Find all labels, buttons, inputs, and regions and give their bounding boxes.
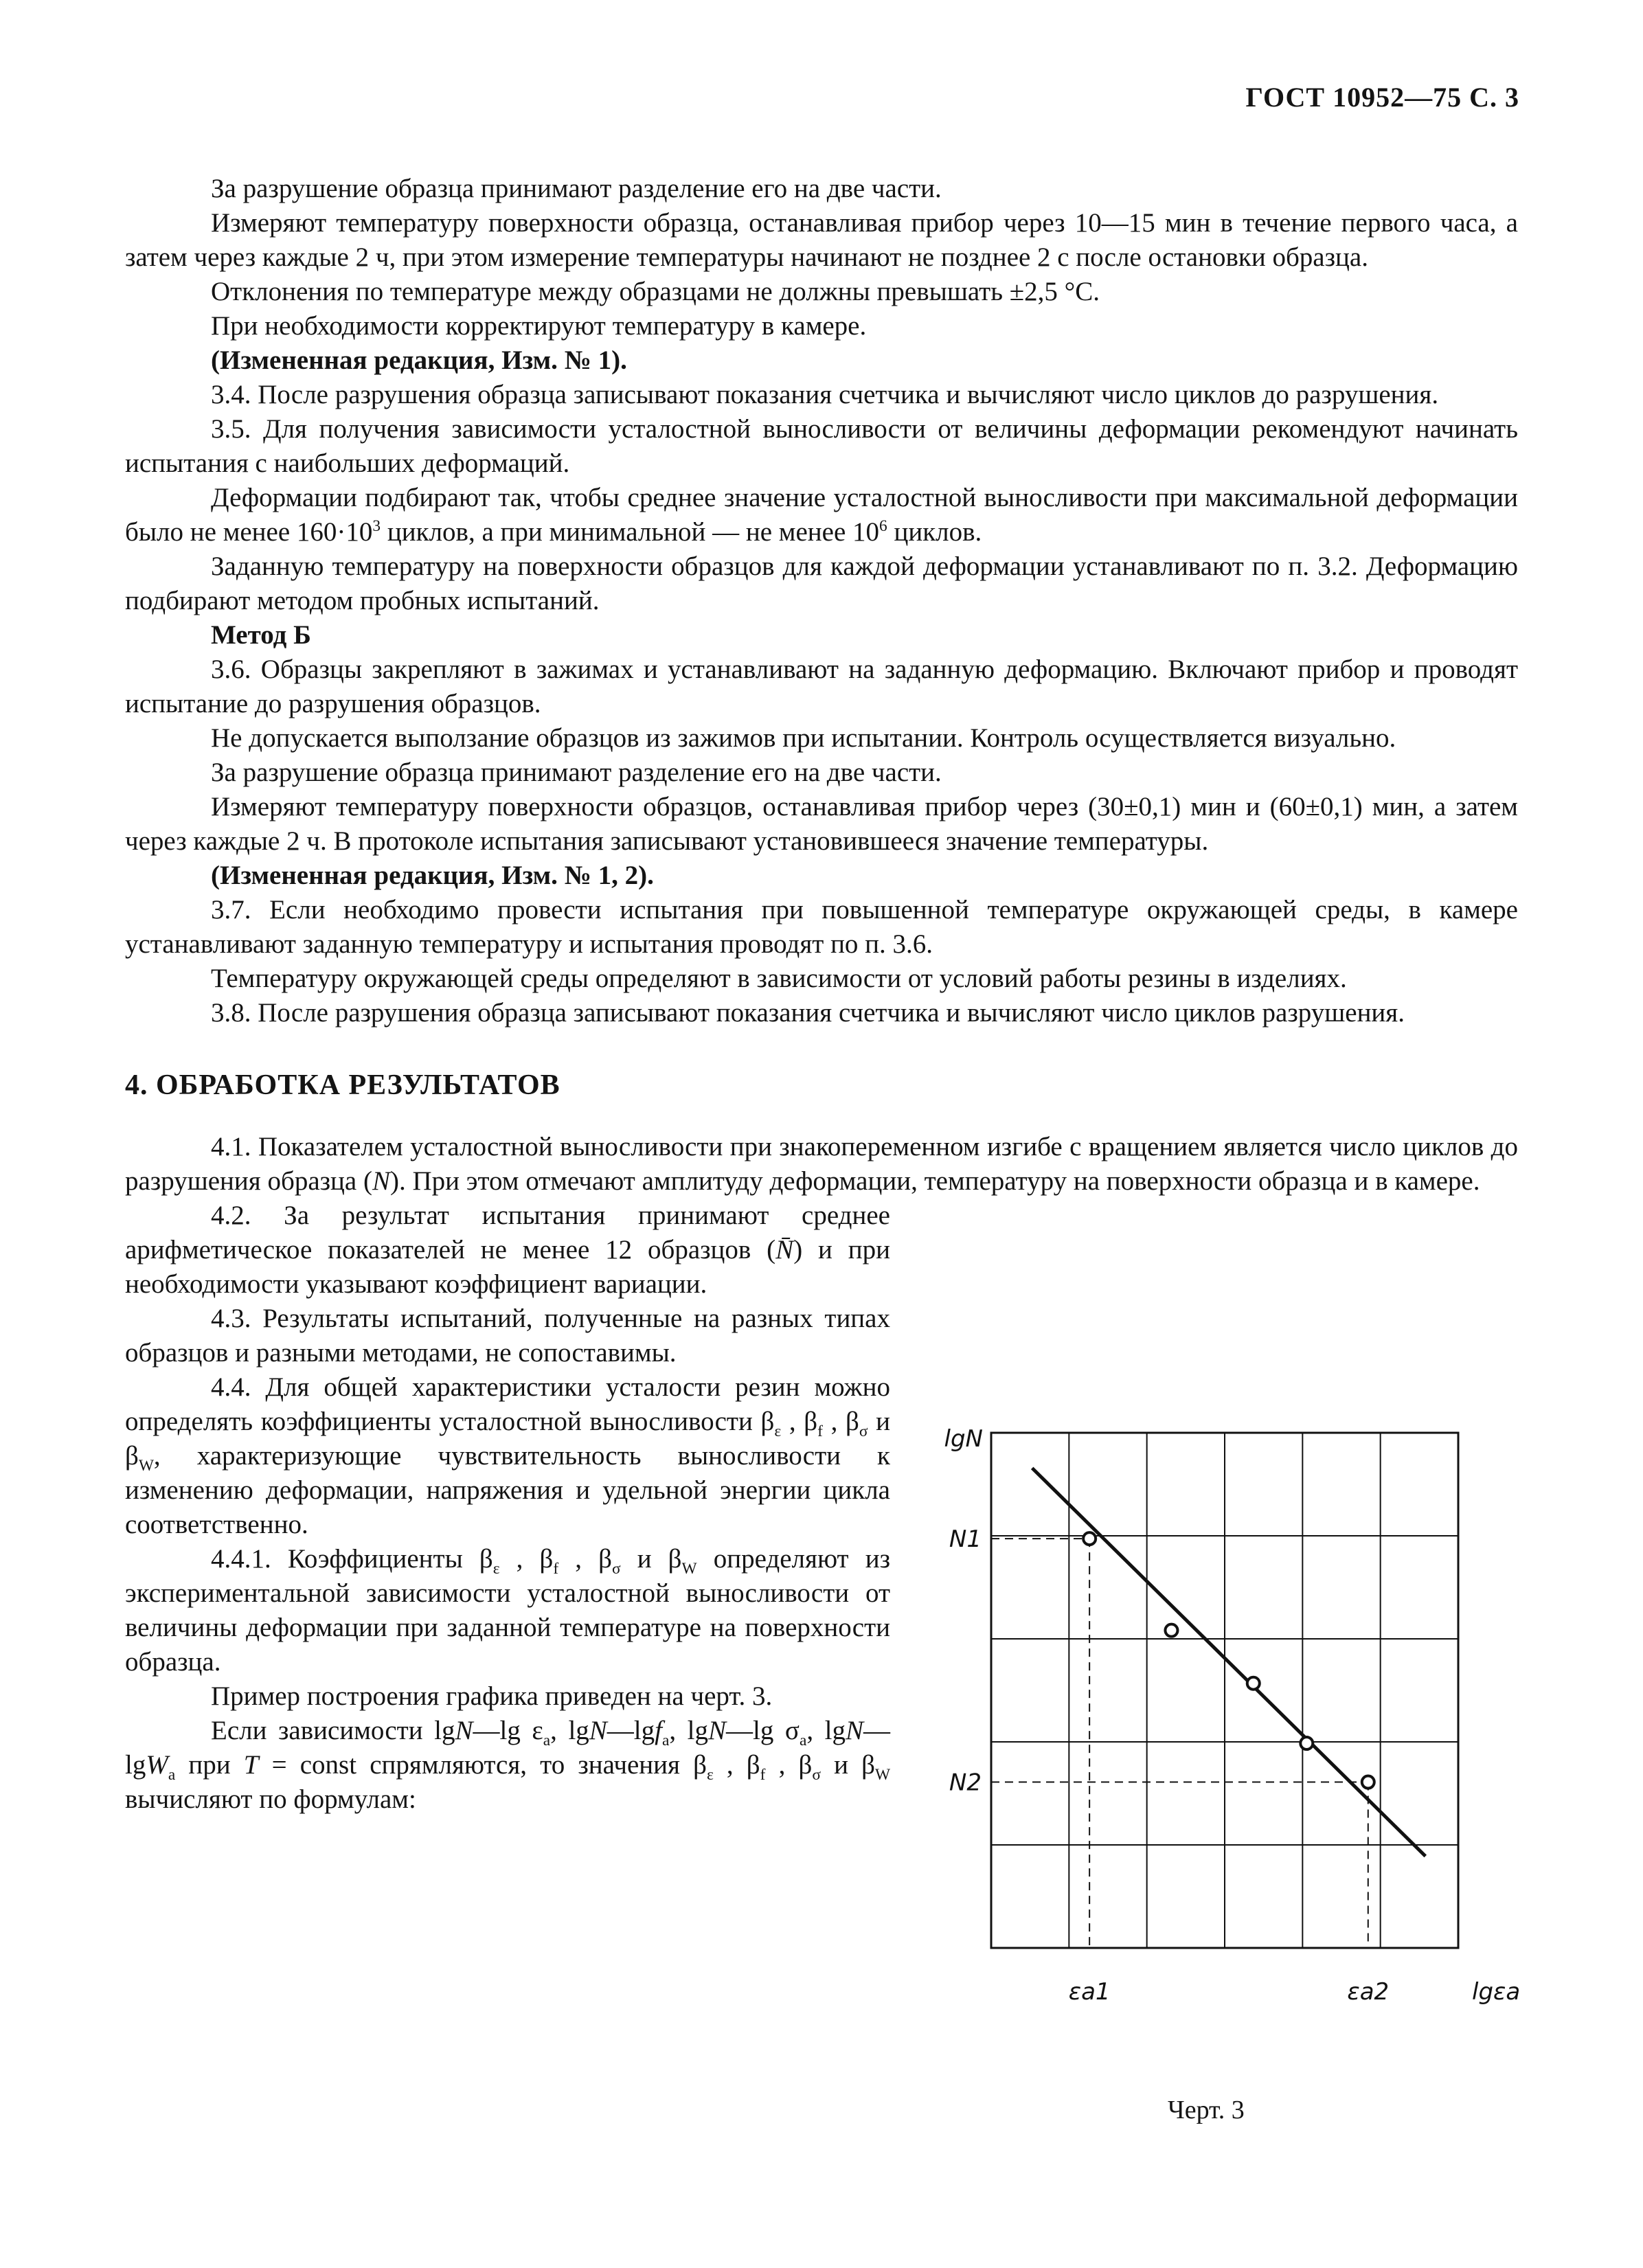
- top-paragraph: 3.5. Для получения зависимости усталостной выносливости от величины деформации рекомендуют начинать испытания с наибольших деформаций.: [125, 414, 1518, 478]
- paragraph-group-top: [125, 172, 1518, 481]
- paragraph-4-2: 4.2. За результат испытания принимают среднее арифметическое показателей не менее 12 образцов (N̄) и при необходимости указывают коэффициент вариации.: [125, 1201, 890, 1299]
- paragraph-group-middle: [125, 549, 1518, 1030]
- top-paragraph: За разрушение образца принимают разделение его на две части.: [211, 174, 942, 203]
- mid-paragraph: (Измененная редакция, Изм. № 1, 2).: [211, 861, 654, 890]
- chart-fit-line-group: [1032, 1468, 1426, 1856]
- top-paragraph: (Измененная редакция, Изм. № 1).: [211, 345, 627, 375]
- top-paragraph: Отклонения по температуре между образцами не должны превышать ±2,5 °С.: [211, 277, 1100, 306]
- paragraph-4-4: 4.4. Для общей характеристики усталости резин можно определять коэффициенты усталостной выносливости $\beta_\varepsilon$ , $\beta_f$ , $\beta_\sigma$ и $\beta_W$, характеризующие чувствительность выносливости к изменению деформации, напряжения и удельной энергии цикла соответственно.: [125, 1372, 890, 1539]
- x-axis-label: lgεa: [1472, 1978, 1521, 2006]
- y-axis-label: lgN: [944, 1425, 983, 1453]
- paragraph-deformation: Деформации подбирают так, чтобы среднее значение усталостной выносливости при максимальной деформации было не менее $160\cdot 10^3$ циклов, а при минимальной — не менее $10^6$ циклов.: [125, 483, 1518, 547]
- data-point: [1362, 1776, 1374, 1789]
- y-tick-n2: N2: [949, 1769, 982, 1797]
- top-paragraph: Измеряют температуру поверхности образца, останавливая прибор через 10—15 мин в течение первого часа, а затем через каждые 2 ч, при этом измерение температуры начинают не позднее 2 с после остановки образца.: [125, 208, 1518, 272]
- mid-paragraph: 3.6. Образцы закрепляют в зажимах и устанавливают на заданную деформацию. Включают прибор и проводят испытание до разрушения образцов.: [125, 655, 1518, 718]
- mid-paragraph: Метод Б: [211, 620, 311, 650]
- mid-paragraph: За разрушение образца принимают разделение его на две части.: [211, 758, 942, 787]
- figure-caption: Черт. 3: [1168, 2096, 1245, 2124]
- x-tick-e2: εa2: [1347, 1978, 1390, 2006]
- x-tick-e1: εa1: [1068, 1978, 1111, 2006]
- paragraph-4-3: 4.3. Результаты испытаний, полученные на разных типах образцов и разными методами, не сопоставимы.: [125, 1304, 890, 1368]
- fit-line: [1032, 1468, 1426, 1856]
- data-point: [1165, 1624, 1177, 1637]
- y-tick-n1: N1: [949, 1526, 982, 1554]
- paragraph-example: Пример построения графика приведен на черт. 3.: [211, 1681, 773, 1711]
- chart-grid: [991, 1433, 1458, 1948]
- mid-paragraph: Измеряют температуру поверхности образцов, останавливая прибор через (30±0,1) мин и (60±0,1) мин, а затем через каждые 2 ч. В протоколе испытания записывают установившееся значение температуры.: [125, 792, 1518, 856]
- page-header: ГОСТ 10952—75 С. 3: [1245, 82, 1519, 113]
- left-column: [125, 1199, 890, 1817]
- top-paragraph: 3.4. После разрушения образца записывают показания счетчика и вычисляют число циклов до разрушения.: [211, 380, 1439, 409]
- paragraph-4-1: 4.1. Показателем усталостной выносливости при знакопеременном изгибе с вращением является число циклов до разрушения образца (N). При этом отмечают амплитуду деформации, температуру на поверхности образца и в камере.: [125, 1132, 1518, 1196]
- figure-chart: [919, 1398, 1523, 2127]
- mid-paragraph: 3.8. После разрушения образца записывают показания счетчика и вычисляют число циклов разрушения.: [211, 998, 1405, 1028]
- data-point: [1247, 1677, 1260, 1690]
- section-title: 4. ОБРАБОТКА РЕЗУЛЬТАТОВ: [125, 1069, 560, 1101]
- mid-paragraph: Температуру окружающей среды определяют в зависимости от условий работы резины в изделиях.: [211, 964, 1347, 993]
- mid-paragraph: Заданную температуру на поверхности образцов для каждой деформации устанавливают по п. 3.2. Деформацию подбирают методом пробных испытаний.: [125, 552, 1518, 615]
- paragraph-4-4-1: 4.4.1. Коэффициенты $\beta_\varepsilon$ , $\beta_f$ , $\beta_\sigma$ и $\beta_W$ определяют из экспериментальной зависимости усталостной выносливости от величины деформации при заданной температуре на поверхности образца.: [125, 1544, 890, 1677]
- chart-svg: [919, 1398, 1523, 2099]
- data-point: [1300, 1737, 1313, 1749]
- mid-paragraph: 3.7. Если необходимо провести испытания при повышенной температуре окружающей среды, в камере устанавливают заданную температуру и испытания проводят по п. 3.6.: [125, 895, 1518, 959]
- chart-labels: [944, 1425, 1521, 2006]
- paragraph-formula: Если зависимости lgN—lg $\varepsilon_a$, lgN—lgf$_a$, lgN—lg $\sigma_a$, lgN—lgW$_a$ при T = const спрямляются, то значения $\beta_\varepsilon$ , $\beta_f$ , $\beta_\sigma$ и $\beta_W$ вычисляют по формулам:: [125, 1716, 891, 1814]
- mid-paragraph: Не допускается выползание образцов из зажимов при испытании. Контроль осуществляется визуально.: [211, 723, 1396, 753]
- data-point: [1083, 1532, 1096, 1545]
- top-paragraph: При необходимости корректируют температуру в камере.: [211, 311, 867, 341]
